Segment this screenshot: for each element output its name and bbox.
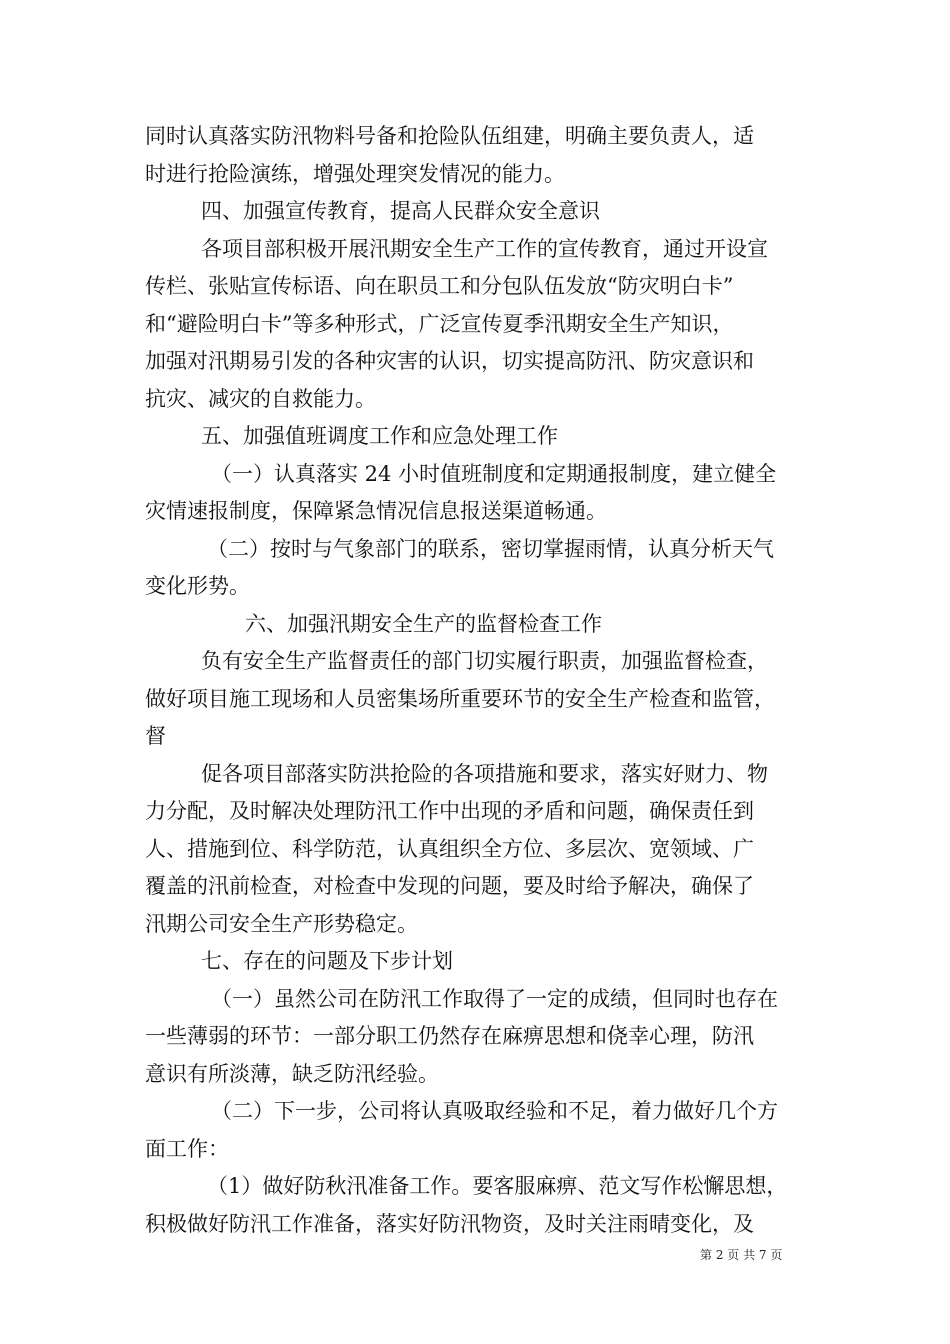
text-line: 加强对汛期易引发的各种灾害的认识，切实提高防汛、防灾意识和 bbox=[145, 349, 754, 373]
text-line: 力分配，及时解决处理防汛工作中出现的矛盾和问题，确保责任到 bbox=[145, 799, 754, 823]
text-line: 做好项目施工现场和人员密集场所重要环节的安全生产检查和监管， bbox=[145, 686, 775, 711]
text-line: 覆盖的汛前检查，对检查中发现的问题，要及时给予解决，确保了 bbox=[145, 874, 754, 898]
text-line: 时进行抢险演练，增强处理突发情况的能力。 bbox=[145, 161, 565, 186]
text-line: 面工作： bbox=[145, 1136, 229, 1161]
text-line: 同时认真落实防汛物料号备和抢险队伍组建，明确主要负责人，适 bbox=[145, 124, 754, 148]
text-line: 传栏、张贴宣传标语、向在职员工和分包队伍发放“防灾明白卡” bbox=[145, 274, 734, 298]
text-line: 人、措施到位、科学防范，认真组织全方位、多层次、宽领域、广 bbox=[145, 836, 754, 861]
section-heading-6: 六、加强汛期安全生产的监督检查工作 bbox=[245, 611, 602, 636]
text-line: 意识有所淡薄，缺乏防汛经验。 bbox=[145, 1061, 439, 1086]
section-heading-4: 四、加强宣传教育，提高人民群众安全意识 bbox=[201, 199, 600, 223]
text-line: （一）虽然公司在防汛工作取得了一定的成绩，但同时也存在 bbox=[211, 986, 778, 1011]
text-line: 负有安全生产监督责任的部门切实履行职责，加强监督检查， bbox=[201, 649, 768, 673]
text-line: 一些薄弱的环节：一部分职工仍然存在麻痹思想和侥幸心理，防汛 bbox=[145, 1024, 754, 1048]
text-line: 促各项目部落实防洪抢险的各项措施和要求，落实好财力、物 bbox=[201, 761, 768, 786]
text-line: （二）下一步，公司将认真吸取经验和不足，着力做好几个方 bbox=[211, 1099, 778, 1123]
text-line: 各项目部积极开展汛期安全生产工作的宣传教育，通过开设宣 bbox=[201, 236, 768, 261]
text-line: 变化形势。 bbox=[145, 574, 250, 598]
text-line: 抗灾、减灾的自救能力。 bbox=[145, 386, 376, 411]
text-line: 督 bbox=[145, 724, 166, 748]
text-line: 和“避险明白卡”等多种形式，广泛宣传夏季汛期安全生产知识， bbox=[145, 311, 734, 336]
section-heading-5: 五、加强值班调度工作和应急处理工作 bbox=[201, 424, 558, 448]
text-line: 灾情速报制度，保障紧急情况信息报送渠道畅通。 bbox=[145, 499, 607, 523]
text-line: 汛期公司安全生产形势稳定。 bbox=[145, 911, 418, 936]
text-line: （一）认真落实 24 小时值班制度和定期通报制度，建立健全 bbox=[211, 461, 777, 486]
text-line: （1）做好防秋汛准备工作。要客服麻痹、范文写作松懈思想， bbox=[207, 1174, 788, 1198]
text-line: （二）按时与气象部门的联系，密切掌握雨情，认真分析天气 bbox=[207, 536, 774, 561]
text-line: 积极做好防汛工作准备，落实好防汛物资，及时关注雨晴变化，及 bbox=[145, 1211, 754, 1236]
section-heading-7: 七、存在的问题及下步计划 bbox=[201, 949, 453, 973]
document-body bbox=[145, 118, 815, 1243]
page-number: 第 2 页 共 7 页 bbox=[700, 1248, 783, 1262]
